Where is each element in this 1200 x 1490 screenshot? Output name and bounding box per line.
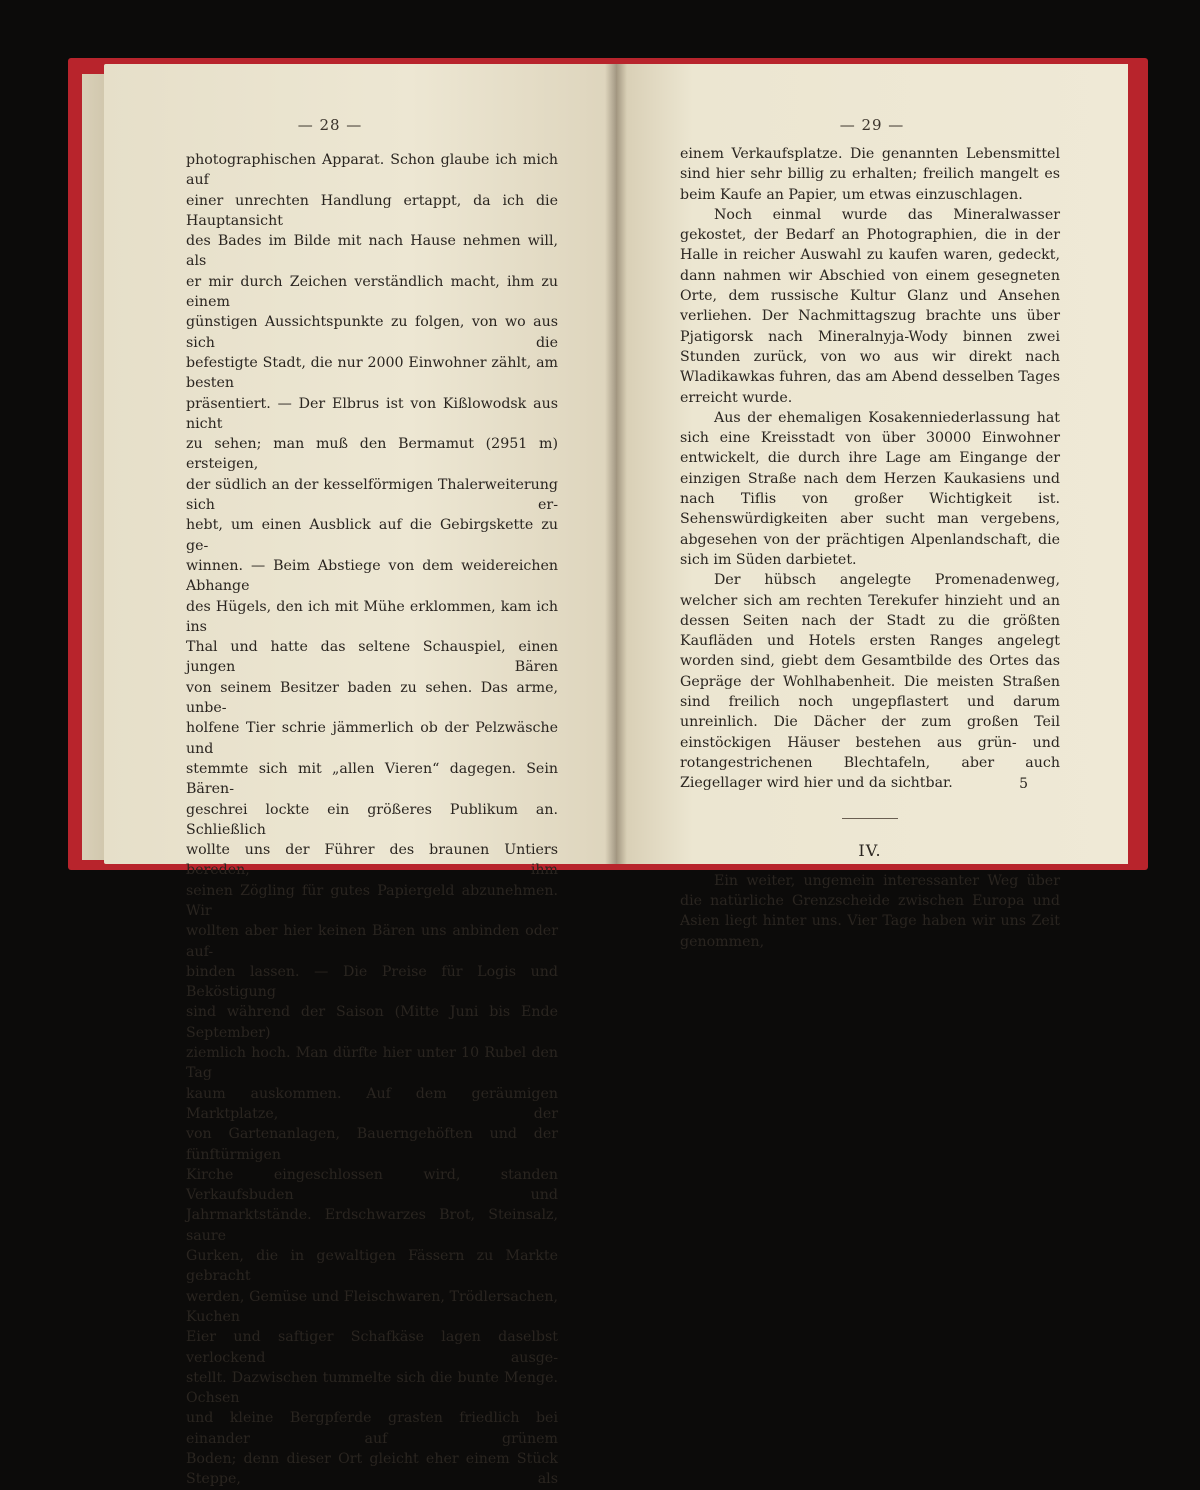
left-page-number: — 28 — [297, 116, 363, 134]
text-line: günstigen Aussichtspunkte zu folgen, von wo aus sich die [186, 314, 558, 351]
text-line: kaum auskommen. Auf dem geräumigen Marktplatze, der [186, 1085, 558, 1122]
text-line: von Gartenanlagen, Bauerngehöften und der fünftürmigen [186, 1126, 558, 1163]
text-line: holfene Tier schrie jämmerlich ob der Pelzwäsche und [186, 720, 558, 757]
right-page-text [680, 144, 1060, 952]
text-line: Jahrmarktstände. Erdschwarzes Brot, Steinsalz, saure [186, 1207, 558, 1244]
text-line: seinen Zögling für gutes Papiergeld abzunehmen. Wir [186, 882, 558, 919]
text-line: Boden; denn dieser Ort gleicht eher einem Stück Steppe, als [186, 1451, 558, 1488]
text-line: Thal und hatte das seltene Schauspiel, einen jungen Bären [186, 639, 558, 676]
text-line: winnen. — Beim Abstiege von dem weidereichen Abhange [186, 557, 558, 595]
text-line: geschrei lockte ein größeres Publikum an. Schließlich [186, 801, 558, 838]
text-line: stemmte sich mit „allen Vieren“ dagegen. Sein Bären- [186, 760, 558, 798]
paragraph: einem Verkaufsplatze. Die genannten Lebensmittel sind hier sehr billig zu erhalten; freilich mangelt es beim Kaufe an Papier, um etwas einzuschlagen. [680, 146, 1060, 203]
signature-mark: 5 [1019, 776, 1028, 792]
book-gutter [605, 64, 627, 864]
text-line: stellt. Dazwischen tummelte sich die bunte Menge. Ochsen [186, 1369, 558, 1407]
text-line: Eier und saftiger Schafkäse lagen daselbst verlockend ausge- [186, 1329, 558, 1366]
text-line: einer unrechten Handlung ertappt, da ich die Hauptansicht [186, 192, 558, 229]
right-page-number: — 29 — [839, 116, 905, 134]
text-line: werden, Gemüse und Fleischwaren, Trödlersachen, Kuchen [186, 1288, 558, 1325]
left-page [104, 64, 616, 1488]
right-page-paragraphs [680, 144, 1060, 794]
text-line: hebt, um einen Ausblick auf die Gebirgskette zu ge- [186, 517, 558, 554]
text-line: er mir durch Zeichen verständlich macht, ihm zu einem [186, 273, 558, 311]
text-line: Gurken, die in gewaltigen Fässern zu Markte gebracht [186, 1248, 558, 1285]
paragraph: Aus der ehemaligen Kosakenniederlassung hat sich eine Kreisstadt von über 30000 Einwohner entwickelt, die durch ihre Lage am Eingange der einzigen Straße nach dem Herzen Kaukasiens und nach Tiflis von großer Wichtigkeit ist. Sehenswürdigkeiten aber sucht man vergebens, abgesehen von der prächtigen Alpenlandschaft, die sich im Süden darbietet. [680, 409, 1060, 568]
text-line: zu sehen; man muß den Bermamut (2951 m) ersteigen, [186, 436, 558, 473]
text-line: photographischen Apparat. Schon glaube ich mich auf [186, 152, 558, 189]
text-line: ziemlich hoch. Man dürfte hier unter 10 Rubel den Tag [186, 1045, 558, 1082]
text-line: präsentiert. — Der Elbrus ist von Kißlowodsk aus nicht [186, 395, 558, 432]
chapter-divider [842, 818, 898, 819]
text-line: sind während der Saison (Mitte Juni bis Ende September) [186, 1004, 558, 1041]
text-line: von seinem Besitzer baden zu sehen. Das arme, unbe- [186, 679, 558, 717]
text-line: wollte uns der Führer des braunen Untiers bereden, ihm [186, 842, 558, 879]
text-line: binden lassen. — Die Preise für Logis und Beköstigung [186, 963, 558, 1001]
chapter-opening-paragraph: Ein weiter, ungemein interessanter Weg über die natürliche Grenzscheide zwischen Europa und Asien liegt hinter uns. Vier Tage haben wir uns Zeit genommen, [680, 872, 1060, 950]
text-line: der südlich an der kesselförmigen Thalerweiterung sich er- [186, 476, 558, 514]
text-line: befestigte Stadt, die nur 2000 Einwohner zählt, am besten [186, 354, 558, 392]
right-page [616, 64, 1128, 950]
text-line: und kleine Bergpferde grasten friedlich bei einander auf grünem [186, 1410, 558, 1447]
paragraph: Der hübsch angelegte Promenadenweg, welcher sich am rechten Terekufer hinzieht und an dessen Seiten nach der Stadt zu die größten Kaufläden und Hotels ersten Ranges angelegt worden sind, giebt dem Gesamtbilde des Ortes das Gepräge der Wohlhabenheit. Die meisten Straßen sind freilich noch ungepflastert und darum unreinlich. Die Dächer der zum großen Teil einstöckigen Häuser bestehen aus grün- und rotangestrichenen Blechtafeln, aber auch Ziegellager wird hier und da sichtbar. [680, 572, 1060, 792]
text-line: des Hügels, den ich mit Mühe erklommen, kam ich ins [186, 598, 558, 635]
chapter-heading: IV. [858, 840, 882, 860]
text-line: wollten aber hier keinen Bären uns anbinden oder auf- [186, 923, 558, 960]
paragraph: Noch einmal wurde das Mineralwasser gekostet, der Bedarf an Photographien, die in der Halle in reicher Auswahl zu kaufen waren, gedeckt, dann nahmen wir Abschied von einem gesegneten Orte, dem russische Kultur Glanz und Ansehen verliehen. Der Nachmittagszug brachte uns über Pjatigorsk nach Mineralnyja-Wody binnen zwei Stunden zurück, von wo aus wir direkt nach Wladikawkas fuhren, das am Abend desselben Tages erreicht wurde. [680, 206, 1060, 406]
text-line: Kirche eingeschlossen wird, standen Verkaufsbuden und [186, 1166, 558, 1204]
left-page-text [186, 150, 558, 1490]
text-line: des Bades im Bilde mit nach Hause nehmen will, als [186, 233, 558, 270]
